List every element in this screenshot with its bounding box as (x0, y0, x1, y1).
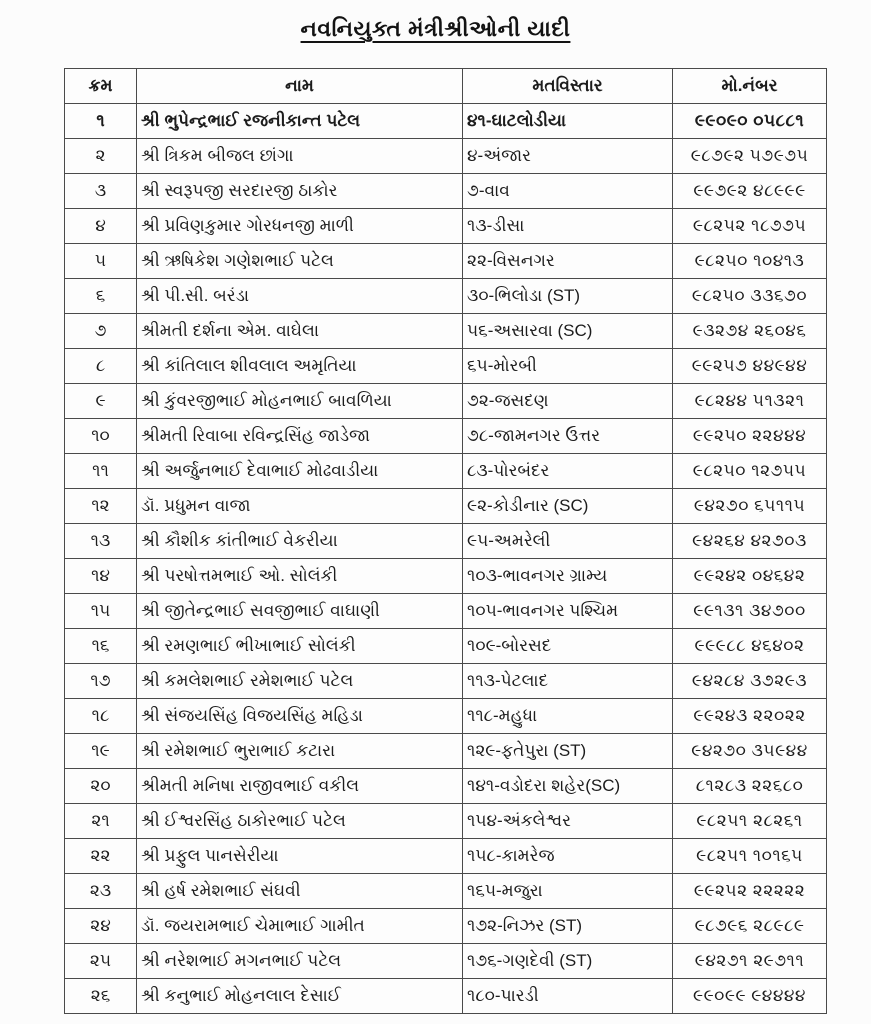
table-row (65, 244, 827, 279)
serial-cell: ૧૮ (65, 699, 137, 734)
mobile-cell: ૯૮૭૯૨ ૫૭૯૭૫ (673, 139, 827, 174)
constituency-cell: ૧૭૬-ગણદેવી (ST) (463, 944, 673, 979)
table-row (65, 594, 827, 629)
table-header (65, 69, 827, 104)
table-row (65, 664, 827, 699)
name-cell: શ્રી કુંવરજીભાઈ મોહનભાઈ બાવળિયા (137, 384, 463, 419)
serial-cell: ૧૨ (65, 489, 137, 524)
mobile-cell: ૯૪૨૭૧ ૨૯૭૧૧ (673, 944, 827, 979)
name-cell: શ્રી ત્રિકમ બીજલ છાંગા (137, 139, 463, 174)
table-row (65, 139, 827, 174)
table-row (65, 734, 827, 769)
header-name: નામ (137, 69, 463, 104)
name-cell: શ્રીમતી દર્શના એમ. વાઘેલા (137, 314, 463, 349)
name-cell: શ્રી પ્રફુલ પાનસેરીયા (137, 839, 463, 874)
table-row (65, 279, 827, 314)
serial-cell: ૧૧ (65, 454, 137, 489)
mobile-cell: ૯૮૨૫૦ ૩૩૬૭૦ (673, 279, 827, 314)
mobile-cell: ૯૮૨૫૧ ૧૦૧૬૫ (673, 839, 827, 874)
mobile-cell: ૯૮૨૫૨ ૧૮૭૭૫ (673, 209, 827, 244)
serial-cell: ૧૬ (65, 629, 137, 664)
serial-cell: ૫ (65, 244, 137, 279)
table-row (65, 314, 827, 349)
name-cell: શ્રી નરેશભાઈ મગનભાઈ પટેલ (137, 944, 463, 979)
name-cell: શ્રીમતી રિવાબા રવિન્દ્રસિંહ જાડેજા (137, 419, 463, 454)
mobile-cell: ૯૪૨૭૦ ૩૫૯૪૪ (673, 734, 827, 769)
table-row (65, 909, 827, 944)
table-row (65, 174, 827, 209)
constituency-cell: ૧૭૨-નિઝર (ST) (463, 909, 673, 944)
table-row (65, 839, 827, 874)
table-row (65, 629, 827, 664)
constituency-cell: ૧૫૮-કામરેજ (463, 839, 673, 874)
constituency-cell: ૧૫૪-અંકલેશ્વર (463, 804, 673, 839)
table-row (65, 384, 827, 419)
mobile-cell: ૯૯૧૩૧ ૩૪૭૦૦ (673, 594, 827, 629)
header-constituency: મતવિસ્તાર (463, 69, 673, 104)
serial-cell: ૬ (65, 279, 137, 314)
serial-cell: ૨૩ (65, 874, 137, 909)
header-serial: ક્રમ (65, 69, 137, 104)
serial-cell: ૪ (65, 209, 137, 244)
serial-cell: ૭ (65, 314, 137, 349)
constituency-cell: ૧૨૯-ફતેપુરા (ST) (463, 734, 673, 769)
name-cell: શ્રી જીતેન્દ્રભાઈ સવજીભાઈ વાઘાણી (137, 594, 463, 629)
serial-cell: ૧૩ (65, 524, 137, 559)
name-cell: શ્રી સંજયસિંહ વિજયસિંહ મહિડા (137, 699, 463, 734)
name-cell: શ્રી રમણભાઈ ભીખાભાઈ સોલંકી (137, 629, 463, 664)
header-mobile: મો.નંબર (673, 69, 827, 104)
constituency-cell: ૯૨-કોડીનાર (SC) (463, 489, 673, 524)
table-row (65, 769, 827, 804)
table-row (65, 104, 827, 139)
constituency-cell: ૮૩-પોરબંદર (463, 454, 673, 489)
serial-cell: ૯ (65, 384, 137, 419)
constituency-cell: ૯૫-અમરેલી (463, 524, 673, 559)
table-row (65, 489, 827, 524)
serial-cell: ૨૪ (65, 909, 137, 944)
name-cell: શ્રીમતી મનિષા રાજીવભાઈ વકીલ (137, 769, 463, 804)
mobile-cell: ૯૩૨૭૪ ૨૬૦૪૬ (673, 314, 827, 349)
name-cell: શ્રી હર્ષ રમેશભાઈ સંઘવી (137, 874, 463, 909)
mobile-cell: ૮૧૨૮૩ ૨૨૬૮૦ (673, 769, 827, 804)
serial-cell: ૮ (65, 349, 137, 384)
serial-cell: ૩ (65, 174, 137, 209)
serial-cell: ૧૪ (65, 559, 137, 594)
constituency-cell: ૪૧-ઘાટલોડીયા (463, 104, 673, 139)
mobile-cell: ૯૮૨૫૦ ૧૨૭૫૫ (673, 454, 827, 489)
constituency-cell: ૧૧૮-મહુધા (463, 699, 673, 734)
constituency-cell: ૧૬૫-મજુરા (463, 874, 673, 909)
constituency-cell: ૧૪૧-વડોદરા શહેર(SC) (463, 769, 673, 804)
mobile-cell: ૯૯૨૫૭ ૪૪૯૪૪ (673, 349, 827, 384)
serial-cell: ૧૫ (65, 594, 137, 629)
serial-cell: ૨૧ (65, 804, 137, 839)
constituency-cell: ૪-અંજાર (463, 139, 673, 174)
name-cell: શ્રી કૌશીક કાંતીભાઈ વેકરીયા (137, 524, 463, 559)
table-row (65, 454, 827, 489)
name-cell: શ્રી પી.સી. બરંડા (137, 279, 463, 314)
mobile-cell: ૯૮૨૫૦ ૧૦૪૧૩ (673, 244, 827, 279)
mobile-cell: ૯૮૨૪૪ ૫૧૩૨૧ (673, 384, 827, 419)
constituency-cell: ૧૦૫-ભાવનગર પશ્ચિમ (463, 594, 673, 629)
name-cell: ડૉ. જયરામભાઈ ચેમાભાઈ ગામીત (137, 909, 463, 944)
page-title: નવનિયુક્ત મંત્રીશ્રીઓની યાદી (300, 16, 571, 41)
mobile-cell: ૯૯૦૯૯ ૯૪૪૪૪ (673, 979, 827, 1014)
mobile-cell: ૯૯૭૯૨ ૪૮૯૯૯ (673, 174, 827, 209)
constituency-cell: ૧૩-ડીસા (463, 209, 673, 244)
name-cell: શ્રી કાંતિલાલ શીવલાલ અમૃતિયા (137, 349, 463, 384)
name-cell: શ્રી રમેશભાઈ ભુરાભાઈ કટારા (137, 734, 463, 769)
mobile-cell: ૯૪૨૮૪ ૩૭૨૯૩ (673, 664, 827, 699)
table-body (65, 104, 827, 1014)
mobile-cell: ૯૯૨૪૩ ૨૨૦૨૨ (673, 699, 827, 734)
table-row (65, 699, 827, 734)
table-row (65, 979, 827, 1014)
table-row (65, 209, 827, 244)
serial-cell: ૨૬ (65, 979, 137, 1014)
table-row (65, 419, 827, 454)
serial-cell: ૧ (65, 104, 137, 139)
name-cell: શ્રી સ્વરૂપજી સરદારજી ઠાકોર (137, 174, 463, 209)
name-cell: શ્રી પરષોત્તમભાઈ ઓ. સોલંકી (137, 559, 463, 594)
ministers-table (64, 68, 827, 1014)
mobile-cell: ૯૯૨૫૨ ૨૨૨૨૨ (673, 874, 827, 909)
table-row (65, 524, 827, 559)
constituency-cell: ૧૦૯-બોરસદ (463, 629, 673, 664)
mobile-cell: ૯૯૦૯૦ ૦૫૮૮૧ (673, 104, 827, 139)
constituency-cell: ૨૨-વિસનગર (463, 244, 673, 279)
constituency-cell: ૬૫-મોરબી (463, 349, 673, 384)
constituency-cell: ૧૧૩-પેટલાદ (463, 664, 673, 699)
serial-cell: ૨૫ (65, 944, 137, 979)
name-cell: શ્રી ઈશ્વરસિંહ ઠાકોરભાઈ પટેલ (137, 804, 463, 839)
serial-cell: ૨૦ (65, 769, 137, 804)
name-cell: શ્રી અર્જુનભાઈ દેવાભાઈ મોઢવાડીયા (137, 454, 463, 489)
constituency-cell: ૭૮-જામનગર ઉત્તર (463, 419, 673, 454)
constituency-cell: ૭૨-જસદણ (463, 384, 673, 419)
serial-cell: ૧૦ (65, 419, 137, 454)
serial-cell: ૨ (65, 139, 137, 174)
constituency-cell: ૧૦૩-ભાવનગર ગ્રામ્ય (463, 559, 673, 594)
table-row (65, 559, 827, 594)
header-row (65, 69, 827, 104)
constituency-cell: ૭-વાવ (463, 174, 673, 209)
mobile-cell: ૯૯૨૪૨ ૦૪૬૪૨ (673, 559, 827, 594)
name-cell: ડૉ. પ્રધુમન વાજા (137, 489, 463, 524)
mobile-cell: ૯૮૨૫૧ ૨૮૨૬૧ (673, 804, 827, 839)
name-cell: શ્રી કમલેશભાઈ રમેશભાઈ પટેલ (137, 664, 463, 699)
serial-cell: ૧૯ (65, 734, 137, 769)
mobile-cell: ૯૮૭૯૬ ૨૮૯૮૯ (673, 909, 827, 944)
mobile-cell: ૯૯૨૫૦ ૨૨૪૪૪ (673, 419, 827, 454)
serial-cell: ૧૭ (65, 664, 137, 699)
name-cell: શ્રી પ્રવિણકુમાર ગોરધનજી માળી (137, 209, 463, 244)
table-row (65, 804, 827, 839)
mobile-cell: ૯૪૨૭૦ ૬૫૧૧૫ (673, 489, 827, 524)
table-row (65, 349, 827, 384)
name-cell: શ્રી ભુપેન્દ્રભાઈ રજનીકાન્ત પટેલ (137, 104, 463, 139)
constituency-cell: ૫૬-અસારવા (SC) (463, 314, 673, 349)
name-cell: શ્રી ઋષિકેશ ગણેશભાઈ પટેલ (137, 244, 463, 279)
serial-cell: ૨૨ (65, 839, 137, 874)
name-cell: શ્રી કનુભાઈ મોહનલાલ દેસાઈ (137, 979, 463, 1014)
constituency-cell: ૧૮૦-પારડી (463, 979, 673, 1014)
constituency-cell: ૩૦-ભિલોડા (ST) (463, 279, 673, 314)
table-row (65, 874, 827, 909)
mobile-cell: ૯૪૨૬૪ ૪૨૭૦૩ (673, 524, 827, 559)
mobile-cell: ૯૯૯૮૮ ૪૬૪૦૨ (673, 629, 827, 664)
table-row (65, 944, 827, 979)
